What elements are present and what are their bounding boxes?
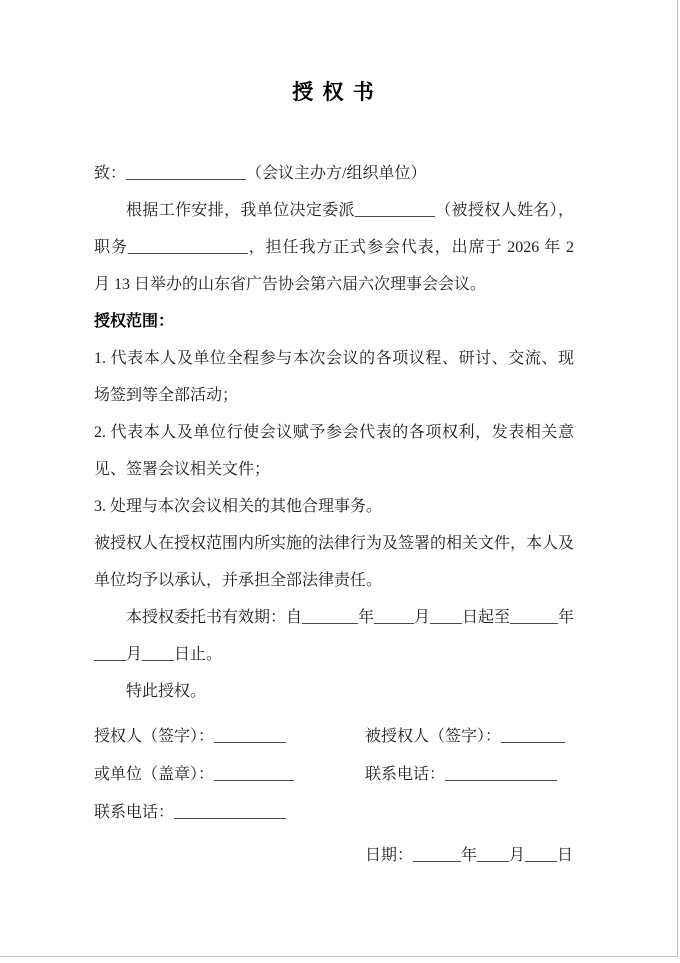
body-line: 见、签署会议相关文件； — [94, 461, 271, 478]
signature-row — [94, 756, 574, 794]
document-body — [94, 155, 574, 710]
body-line: 本授权委托书有效期：自_______年_____月____日起至______年 — [126, 609, 574, 626]
body-line: 根据工作安排，我单位决定委派__________（被授权人姓名）， — [126, 202, 574, 219]
signature-section — [94, 718, 574, 875]
body-line: ____月____日止。 — [94, 646, 223, 663]
body-line: 致：_______________（会议主办方/组织单位） — [94, 165, 427, 182]
body-line: 场签到等全部活动； — [94, 387, 239, 404]
document-title: 授 权 书 — [292, 80, 376, 104]
body-line: 3. 处理与本次会议相关的其他合理事务。 — [94, 498, 383, 515]
body-line: 月 13 日举办的山东省广告协会第六届六次理事会会议。 — [94, 276, 487, 293]
signature-right-cell: 联系电话：______________ — [365, 766, 558, 783]
body-line: 1. 代表本人及单位全程参与本次会议的各项议程、研讨、交流、现 — [94, 350, 574, 367]
signature-right-cell: 被授权人（签字）：________ — [365, 728, 566, 745]
signature-row — [94, 718, 574, 756]
body-line: 特此授权。 — [126, 683, 207, 700]
signature-row — [94, 837, 574, 875]
body-line: 被授权人在授权范围内所实施的法律行为及签署的相关文件，本人及 — [94, 535, 574, 552]
body-line: 2. 代表本人及单位行使会议赋予参会代表的各项权利，发表相关意 — [94, 424, 574, 441]
body-line: 单位均予以承认，并承担全部法律责任。 — [94, 572, 383, 589]
signature-left-cell — [94, 837, 365, 875]
signature-right-cell: 日期：______年____月____日 — [365, 847, 574, 864]
signature-row — [94, 794, 574, 832]
signature-left-cell: 或单位（盖章）：__________ — [94, 766, 295, 783]
signature-left-cell: 联系电话：______________ — [94, 804, 287, 821]
body-line: 职务_______________，担任我方正式参会代表，出席于 2026 年 2 — [94, 239, 574, 256]
body-line: 授权范围： — [94, 313, 175, 330]
signature-right-cell — [365, 794, 574, 832]
signature-left-cell: 授权人（签字）：_________ — [94, 728, 287, 745]
document-content — [0, 78, 677, 875]
